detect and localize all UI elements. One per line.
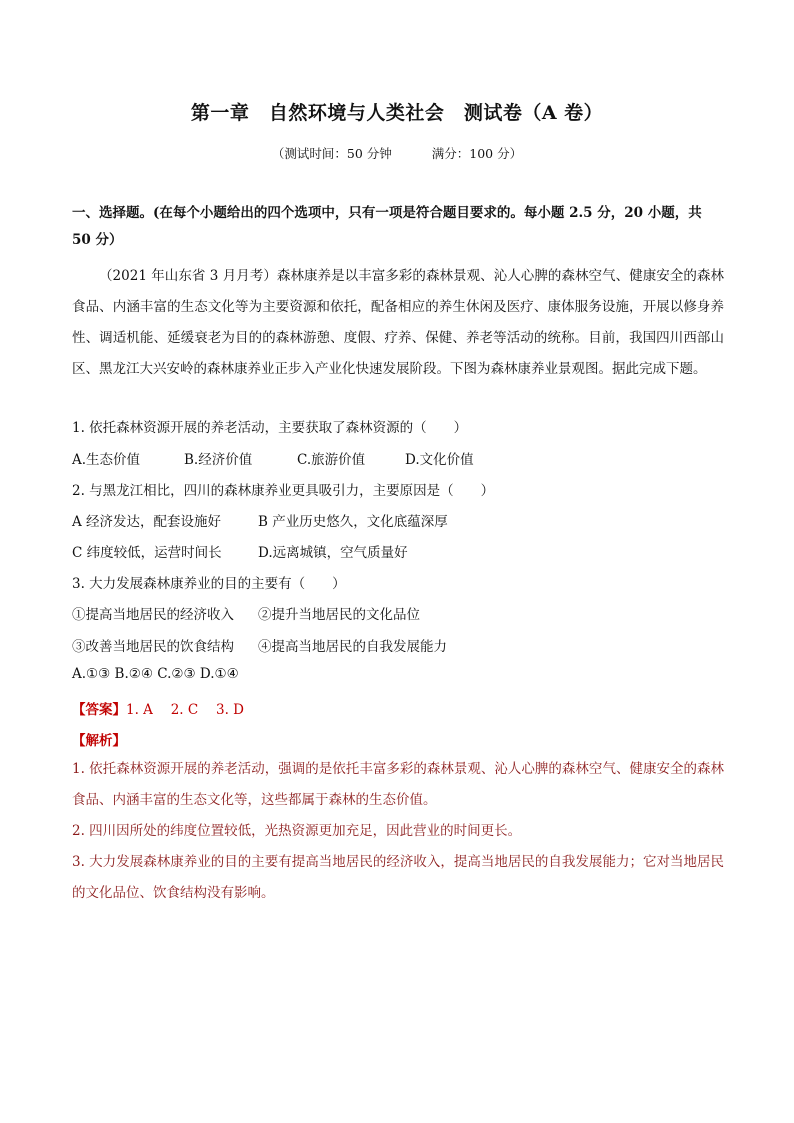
question-2-options-row1: [72, 510, 448, 530]
answer-label: 【答案】: [72, 702, 126, 718]
full-score: 满分：100 分）: [431, 146, 523, 161]
q2-option-d: D.远离城镇，空气质量好: [258, 545, 408, 561]
q1-option-d: D.文化价值: [405, 452, 474, 468]
analysis-label: 【解析】: [72, 733, 126, 749]
section-heading: 一、选择题。(在每个小题给出的四个选项中，只有一项是符合题目要求的。每小题 2.5 分，20 小题，共 50 分）: [72, 205, 702, 248]
question-3-statements-row2: [72, 635, 447, 655]
analysis-item-1: 1. 依托森林资源开展的养老活动，强调的是依托丰富多彩的森林景观、沁人心脾的森林空气、健康安全的森林食品、内涵丰富的生态文化等，这些都属于森林的生态价值。: [72, 761, 724, 808]
q3-statement-3: ③改善当地居民的饮食结构: [72, 639, 234, 655]
q2-option-b: B 产业历史悠久，文化底蕴深厚: [258, 514, 448, 530]
question-2-stem: 2. 与黑龙江相比，四川的森林康养业更具吸引力，主要原因是（ ）: [72, 483, 495, 499]
q1-option-a: A.生态价值: [72, 452, 141, 468]
q1-option-c: C.旅游价值: [297, 452, 366, 468]
question-3-statements-row1: [72, 603, 420, 623]
test-info: [0, 144, 794, 162]
reading-passage: （2021 年山东省 3 月月考）森林康养是以丰富多彩的森林景观、沁人心脾的森林空气、健康安全的森林食品、内涵丰富的生态文化等为主要资源和依托，配备相应的养生休闲及医疗、康体服务设施，开展以修身养性、调适机能、延缓衰老为目的的森林游憩、度假、疗养、保健、养老等活动的统称。目前，我国四川西部山区、黑龙江大兴安岭的森林康养业正步入产业化快速发展阶段。下图为森林康养业景观图。据此完成下题。: [72, 268, 724, 377]
q1-option-b: B.经济价值: [184, 452, 253, 468]
q2-option-c: C 纬度较低，运营时间长: [72, 545, 222, 561]
test-time: （测试时间：50 分钟: [271, 146, 392, 161]
question-3-stem: 3. 大力发展森林康养业的目的主要有（ ）: [72, 576, 346, 592]
analysis-item-2: 2. 四川因所处的纬度位置较低，光热资源更加充足，因此营业的时间更长。: [72, 823, 522, 839]
q3-statement-4: ④提高当地居民的自我发展能力: [258, 639, 447, 655]
question-3-options: A.①③ B.②④ C.②③ D.①④: [72, 666, 239, 682]
question-1-options: [72, 448, 474, 468]
question-1-stem: 1. 依托森林资源开展的养老活动，主要获取了森林资源的（ ）: [72, 420, 468, 436]
page-title: 第一章 自然环境与人类社会 测试卷（A 卷）: [190, 102, 604, 124]
q3-statement-2: ②提升当地居民的文化品位: [258, 607, 420, 623]
analysis-item-3: 3. 大力发展森林康养业的目的主要有提高当地居民的经济收入，提高当地居民的自我发展能力；它对当地居民的文化品位、饮食结构没有影响。: [72, 854, 724, 901]
q3-statement-1: ①提高当地居民的经济收入: [72, 607, 234, 623]
question-2-options-row2: [72, 541, 408, 561]
answer-value: 1. A 2. C 3. D: [126, 702, 244, 718]
q2-option-a: A 经济发达，配套设施好: [72, 514, 222, 530]
answer-line: [72, 698, 244, 718]
